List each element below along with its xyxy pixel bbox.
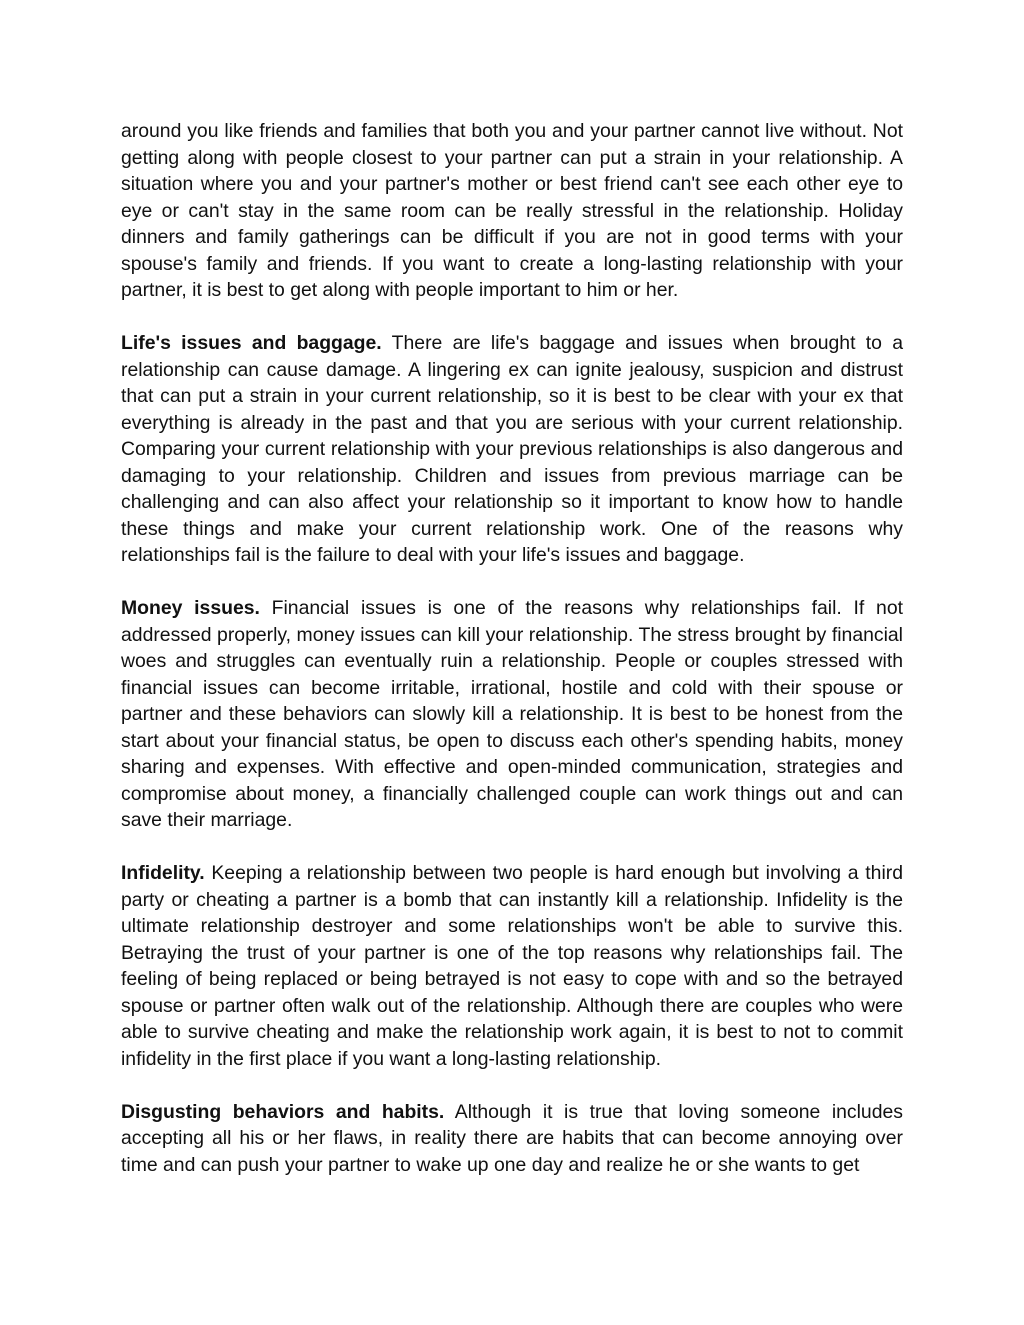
section-infidelity	[121, 860, 903, 1072]
section-text: Keeping a relationship between two people is hard enough but involving a third party or cheating a partner is a bomb that can instantly kill a relationship. Infidelity is the ultimate relationship destroyer and some relationships won't be able to survive this. Betraying the trust of your partner is one of the top reasons why relationships fail. The feeling of being replaced or being betrayed is not easy to cope with and so the betrayed spouse or partner often walk out of the relationship. Although there are couples who were able to survive cheating and make the relationship work again, it is best to not to commit infidelity in the first place if you want a long-lasting relationship.	[121, 862, 903, 1070]
section-disgusting-behaviors	[121, 1099, 903, 1179]
section-lifes-issues	[121, 330, 903, 569]
section-text: Although it is true that loving someone includes accepting all his or her flaws, in reality there are habits that can become annoying over time and can push your partner to wake up one day and realize he or she wants to get	[121, 1100, 903, 1176]
section-text: Financial issues is one of the reasons why relationships fail. If not addressed properly, money issues can kill your relationship. The stress brought by financial woes and struggles can eventually ruin a relationship. People or couples stressed with financial issues can become irritable, irrational, hostile and cold with their spouse or partner and these behaviors can slowly kill a relationship. It is best to be honest from the start about your financial status, be open to discuss each other's spending habits, money sharing and expenses. With effective and open-minded communication, strategies and compromise about money, a financially challenged couple can work things out and can save their marriage.	[121, 597, 903, 831]
section-heading: Money issues.	[121, 597, 260, 619]
section-heading: Disgusting behaviors and habits.	[121, 1100, 445, 1123]
section-heading: Life's issues and baggage.	[121, 332, 382, 354]
intro-paragraph	[121, 118, 903, 304]
section-money-issues	[121, 595, 903, 834]
section-text: There are life's baggage and issues when brought to a relationship can cause damage. A lingering ex can ignite jealousy, suspicion and distrust that can put a strain in your current relationship, so it is best to be clear with your ex that everything is already in the past and that you are serious with your current relationship. Comparing your current relationship with your previous relationships is also dangerous and damaging to your relationship. Children and issues from previous marriage can be challenging and can also affect your relationship so it important to know how to handle these things and make your current relationship work. One of the reasons why relationships fail is the failure to deal with your life's issues and baggage.	[121, 332, 904, 566]
section-heading: Infidelity.	[121, 862, 205, 884]
document-page	[121, 118, 903, 1178]
intro-text: around you like friends and families that both you and your partner cannot live without. Not getting along with people closest to your partner can put a strain in your relationship. A situation where you and your partner's mother or best friend can't see each other eye to eye or can't stay in the same room can be really stressful in the relationship. Holiday dinners and family gatherings can be difficult if you are not in good terms with your spouse's family and friends. If you want to create a long-lasting relationship with your partner, it is best to get along with people important to him or her.	[121, 120, 903, 301]
